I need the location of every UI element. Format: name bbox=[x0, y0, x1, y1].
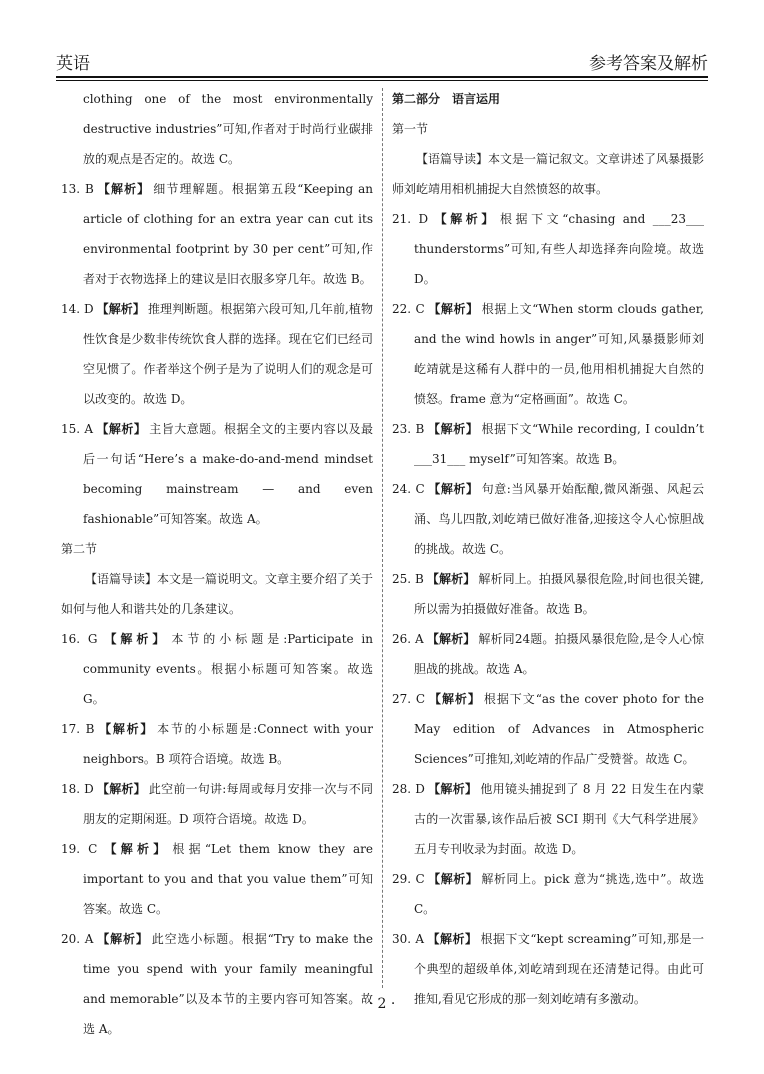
analysis-tag: 【解析】 bbox=[96, 182, 151, 196]
answer-item bbox=[392, 864, 704, 924]
answer-number: 16. G bbox=[61, 632, 98, 646]
analysis-text: 根据下文“kept screaming”可知,那是一个典型的超级单体,刘屹靖到现在还清楚记得。由此可推知,看见它形成的那一刻刘屹靖有多激动。 bbox=[414, 932, 704, 1006]
analysis-text: 本节的小标题是:Connect with your neighbors。B 项符合语境。故选 B。 bbox=[83, 722, 373, 766]
analysis-text: 根据“Let them know they are important to you and that you value them”可知答案。故选 C。 bbox=[83, 842, 373, 916]
analysis-text: 主旨大意题。根据全文的主要内容以及最后一句话“Here’s a make-do-and-mend mindset becoming mainstream — and even fashionable”可知答案。故选 A。 bbox=[83, 422, 373, 526]
analysis-tag: 【解析】 bbox=[96, 302, 145, 316]
analysis-text: 细节理解题。根据第五段“Keeping an article of clothing for an extra year can cut its environmental footprint by 30 per cent”可知,作者对于衣物选择上的建议是旧衣服多穿几年。故选 B。 bbox=[83, 182, 373, 286]
analysis-tag: 【解析】 bbox=[428, 692, 481, 706]
left-items bbox=[61, 174, 373, 534]
page-header bbox=[56, 44, 708, 74]
column-divider bbox=[382, 88, 383, 988]
analysis-text: 他用镜头捕捉到了 8 月 22 日发生在内蒙古的一次雷暴,该作品后被 SCI 期刊《大气科学进展》五月专刊收录为封面。故选 D。 bbox=[414, 782, 704, 856]
right-column bbox=[392, 84, 704, 1014]
answer-number: 17. B bbox=[61, 722, 95, 736]
answer-item bbox=[392, 684, 704, 774]
analysis-text: 解析同上。拍摄风暴很危险,时间也很关键,所以需为拍摄做好准备。故选 B。 bbox=[414, 572, 704, 616]
analysis-text: 根据下文“chasing and ___23___ thunderstorms”可知,有些人却选择奔向险境。故选 D。 bbox=[414, 212, 704, 286]
header-title: 参考答案及解析 bbox=[589, 54, 708, 74]
analysis-tag: 【解析】 bbox=[427, 422, 479, 436]
answer-item bbox=[392, 204, 704, 294]
answer-number: 27. C bbox=[392, 692, 426, 706]
right-items bbox=[392, 204, 704, 1014]
left-column bbox=[61, 84, 373, 1044]
answer-number: 19. C bbox=[61, 842, 98, 856]
analysis-tag: 【解析】 bbox=[96, 782, 146, 796]
analysis-tag: 【解析】 bbox=[100, 842, 170, 856]
analysis-tag: 【解析】 bbox=[97, 722, 155, 736]
answer-number: 22. C bbox=[392, 302, 425, 316]
answer-number: 25. B bbox=[392, 572, 424, 586]
answer-number: 29. C bbox=[392, 872, 425, 886]
answer-item bbox=[392, 414, 704, 474]
answer-item bbox=[392, 564, 704, 624]
answer-number: 28. D bbox=[392, 782, 425, 796]
subject-label: 英语 bbox=[56, 54, 90, 74]
analysis-text: 根据下文“as the cover photo for the May edition of Advances in Atmospheric Sciences”可推知,刘屹靖的作品广受赞誉。故选 C。 bbox=[414, 692, 704, 766]
continued-text: clothing one of the most environmentally destructive industries”可知,作者对于时尚行业碳排放的观点是否定的。故选 C。 bbox=[83, 92, 373, 166]
answer-number: 30. A bbox=[392, 932, 425, 946]
analysis-text: 解析同24题。拍摄风暴很危险,是令人心惊胆战的挑战。故选 A。 bbox=[414, 632, 704, 676]
header-rule bbox=[56, 76, 708, 78]
answer-number: 23. B bbox=[392, 422, 425, 436]
analysis-text: 解析同上。pick 意为“挑选,选中”。故选 C。 bbox=[414, 872, 704, 916]
analysis-tag: 【解析】 bbox=[426, 572, 476, 586]
answer-number: 24. C bbox=[392, 482, 425, 496]
answer-item bbox=[392, 294, 704, 414]
section-heading: 第二节 bbox=[61, 542, 98, 556]
analysis-text: 此空前一句讲:每周或每月安排一次与不同朋友的定期闲逛。D 项符合语境。故选 D。 bbox=[83, 782, 373, 826]
analysis-text: 本节的小标题是:Participate in community events。根据小标题可知答案。故选 G。 bbox=[83, 632, 373, 706]
analysis-text: 句意:当风暴开始酝酿,微风渐强、风起云涌、鸟儿四散,刘屹靖已做好准备,迎接这令人心惊胆战的挑战。故选 C。 bbox=[414, 482, 704, 556]
answer-number: 13. B bbox=[61, 182, 94, 196]
section-heading: 第一节 bbox=[392, 122, 429, 136]
answer-number: 18. D bbox=[61, 782, 94, 796]
reading-guide: 【语篇导读】本文是一篇记叙文。文章讲述了风暴摄影师刘屹靖用相机捕捉大自然愤怒的故事。 bbox=[392, 152, 705, 196]
answer-item bbox=[392, 474, 704, 564]
answer-item bbox=[61, 834, 373, 924]
answer-item bbox=[392, 774, 704, 864]
answer-item bbox=[61, 174, 373, 294]
analysis-tag: 【解析】 bbox=[431, 212, 497, 226]
answer-item bbox=[61, 714, 373, 774]
left-items-2 bbox=[61, 624, 373, 1044]
reading-guide: 【语篇导读】本文是一篇说明文。文章主要介绍了关于如何与他人和谐共处的几条建议。 bbox=[61, 572, 374, 616]
answer-number: 26. A bbox=[392, 632, 424, 646]
answer-item bbox=[61, 294, 373, 414]
analysis-tag: 【解析】 bbox=[427, 782, 478, 796]
answer-item bbox=[61, 924, 373, 1044]
part-heading: 第二部分 语言运用 bbox=[392, 92, 501, 106]
analysis-tag: 【解析】 bbox=[100, 632, 169, 646]
analysis-tag: 【解析】 bbox=[427, 302, 479, 316]
answer-item bbox=[392, 624, 704, 684]
header-rule-thin bbox=[56, 80, 708, 81]
page-number: · 2 · bbox=[368, 996, 396, 1012]
analysis-tag: 【解析】 bbox=[427, 872, 479, 886]
answer-number: 14. D bbox=[61, 302, 94, 316]
answer-item bbox=[61, 774, 373, 834]
analysis-tag: 【解析】 bbox=[427, 932, 478, 946]
analysis-tag: 【解析】 bbox=[427, 482, 479, 496]
analysis-tag: 【解析】 bbox=[426, 632, 476, 646]
analysis-text: 此空选小标题。根据“Try to make the time you spend with your family meaningful and memorable”以及本节的主要内容可知答案。故选 A。 bbox=[83, 932, 373, 1036]
analysis-text: 推理判断题。根据第六段可知,几年前,植物性饮食是少数非传统饮食人群的选择。现在它们已经司空见惯了。作者举这个例子是为了说明人们的观念是可以改变的。故选 D。 bbox=[83, 302, 373, 406]
answer-item bbox=[61, 414, 373, 534]
answer-number: 20. A bbox=[61, 932, 94, 946]
analysis-tag: 【解析】 bbox=[96, 422, 147, 436]
answer-number: 21. D bbox=[392, 212, 429, 226]
analysis-tag: 【解析】 bbox=[96, 932, 149, 946]
answer-number: 15. A bbox=[61, 422, 94, 436]
answer-item bbox=[61, 624, 373, 714]
analysis-text: 根据上文“When storm clouds gather, and the wind howls in anger”可知,风暴摄影师刘屹靖就是这稀有人群中的一员,他用相机捕捉大自然的愤怒。frame 意为“定格画面”。故选 C。 bbox=[414, 302, 704, 406]
analysis-text: 根据下文“While recording, I couldn’t ___31___ myself”可知答案。故选 B。 bbox=[414, 422, 704, 466]
